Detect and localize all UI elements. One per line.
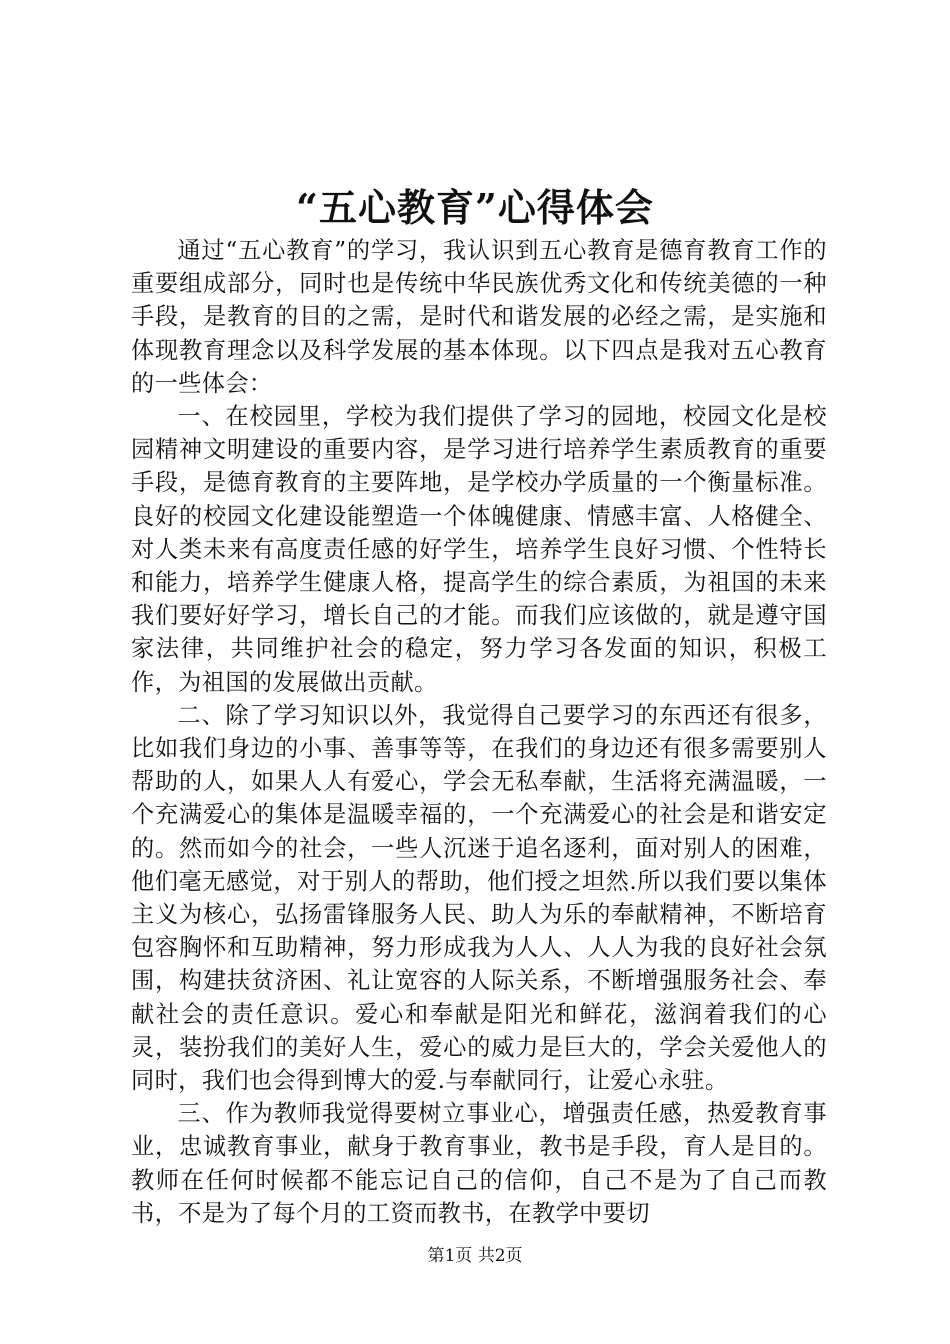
paragraph-point-two: 二、除了学习知识以外，我觉得自己要学习的东西还有很多，比如我们身边的小事、善事等等，在我们的身边还有很多需要别人帮助的人，如果人人有爱心，学会无私奉献，生活将充满温暖，一个充满爱心的集体是温暖幸福的，一个充满爱心的社会是和谐安定的。然而如今的社会，一些人沉迷于追名逐利，面对别人的困难，他们毫无感觉，对于别人的帮助，他们授之坦然.所以我们要以集体主义为核心，弘扬雷锋服务人民、助人为乐的奉献精神，不断培育包容胸怀和互助精神，努力形成我为人人、人人为我的良好社会氛围，构建扶贫济困、礼让宽容的人际关系，不断增强服务社会、奉献社会的责任意识。爱心和奉献是阳光和鲜花，滋润着我们的心灵，装扮我们的美好人生，爱心的威力是巨大的，学会关爱他人的同时，我们也会得到博大的爱.与奉献同行，让爱心永驻。 [131,701,827,1095]
paragraph-point-three: 三、作为教师我觉得要树立事业心，增强责任感，热爱教育事业，忠诚教育事业，献身于教育事业，教书是手段，育人是目的。教师在任何时候都不能忘记自己的信仰，自己不是为了自己而教书，不是为了每个月的工资而教书，在教学中要切 [131,1100,827,1227]
page-number-footer: 第1页 共2页 [427,1246,523,1266]
document-body [131,234,827,1230]
paragraph-intro: 通过“五心教育”的学习，我认识到五心教育是德育教育工作的重要组成部分，同时也是传统中华民族优秀文化和传统美德的一种手段，是教育的目的之需，是时代和谐发展的必经之需，是实施和体现教育理念以及科学发展的基本体现。以下四点是我对五心教育的一些体会： [131,237,827,397]
document-title: “五心教育”心得体会 [296,185,654,230]
paragraph-point-one: 一、在校园里，学校为我们提供了学习的园地，校园文化是校园精神文明建设的重要内容，是学习进行培养学生素质教育的重要手段，是德育教育的主要阵地，是学校办学质量的一个衡量标准。良好的校园文化建设能塑造一个体魄健康、情感丰富、人格健全、对人类未来有高度责任感的好学生，培养学生良好习惯、个性特长和能力，培养学生健康人格，提高学生的综合素质，为祖国的未来我们要好好学习，增长自己的才能。而我们应该做的，就是遵守国家法律，共同维护社会的稳定，努力学习各发面的知识，积极工作，为祖国的发展做出贡献。 [131,403,827,696]
